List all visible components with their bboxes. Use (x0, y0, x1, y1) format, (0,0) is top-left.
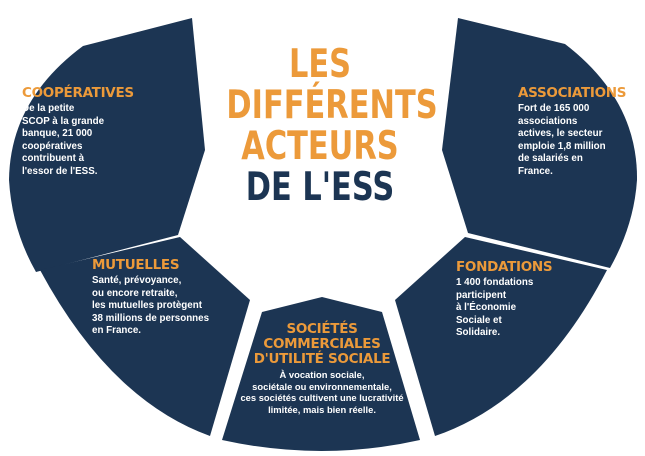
fondations-line: Sociale et (456, 314, 502, 326)
mutuelles-line: 38 millions de personnes (92, 312, 210, 324)
cooperatives-text (22, 103, 172, 178)
associations-block (518, 86, 638, 178)
mutuelles-line: ou encore retraite, (92, 287, 178, 299)
cooperatives-line: SCOP à la grande (22, 115, 105, 127)
mutuelles-text (92, 275, 242, 338)
associations-line: de salariés en (518, 153, 583, 164)
mutuelles-heading: MUTUELLES (92, 257, 180, 273)
societes-block (222, 322, 422, 415)
societes-line: À vocation sociale, (279, 369, 365, 380)
main-title (226, 42, 438, 210)
societes-heading-line: D'UTILITÉ SOCIALE (253, 351, 391, 367)
cooperatives-line: l'essor de l'ESS. (22, 165, 98, 177)
mutuelles-line: Santé, prévoyance, (92, 275, 182, 286)
associations-line: emploie 1,8 million (518, 140, 606, 152)
title-line-1: LES (288, 42, 352, 87)
societes-heading (222, 322, 422, 367)
mutuelles-block (92, 258, 242, 338)
fondations-text (456, 277, 586, 340)
mutuelles-line: en France. (92, 325, 142, 336)
fondations-line: 1 400 fondations (456, 277, 534, 288)
cooperatives-line: contribuent à (22, 153, 85, 164)
fondations-heading: FONDATIONS (456, 259, 553, 275)
associations-line: actives, le secteur (518, 128, 603, 139)
fondations-block (456, 260, 586, 340)
cooperatives-block (22, 86, 172, 178)
title-line-2: DIFFÉRENTS (226, 83, 438, 128)
associations-line: associations (518, 115, 578, 127)
mutuelles-line: les mutuelles protègent (92, 300, 202, 311)
fondations-line: à l'Économie (456, 302, 517, 313)
cooperatives-heading: COOPÉRATIVES (22, 85, 134, 101)
societes-line: ces sociétés cultivent une lucrativité (240, 392, 404, 403)
title-line-4: DE L'ESS (245, 165, 395, 210)
societes-text (222, 369, 422, 415)
societes-heading-line: SOCIÉTÉS (286, 321, 358, 337)
associations-line: Fort de 165 000 (518, 103, 590, 114)
cooperatives-line: banque, 21 000 (22, 128, 93, 139)
title-line-3: ACTEURS (241, 124, 399, 169)
cooperatives-line: De la petite (22, 103, 75, 114)
cooperatives-line: coopératives (22, 140, 83, 152)
fondations-line: Solidaire. (456, 327, 501, 338)
societes-line: sociétale ou environnementale, (252, 380, 392, 392)
fondations-line: participent (456, 289, 507, 301)
associations-text (518, 103, 638, 178)
associations-line: France. (518, 165, 553, 177)
societes-heading-line: COMMERCIALES (263, 336, 381, 352)
societes-line: limitée, mais bien réelle. (268, 403, 376, 415)
associations-heading: ASSOCIATIONS (518, 85, 627, 101)
